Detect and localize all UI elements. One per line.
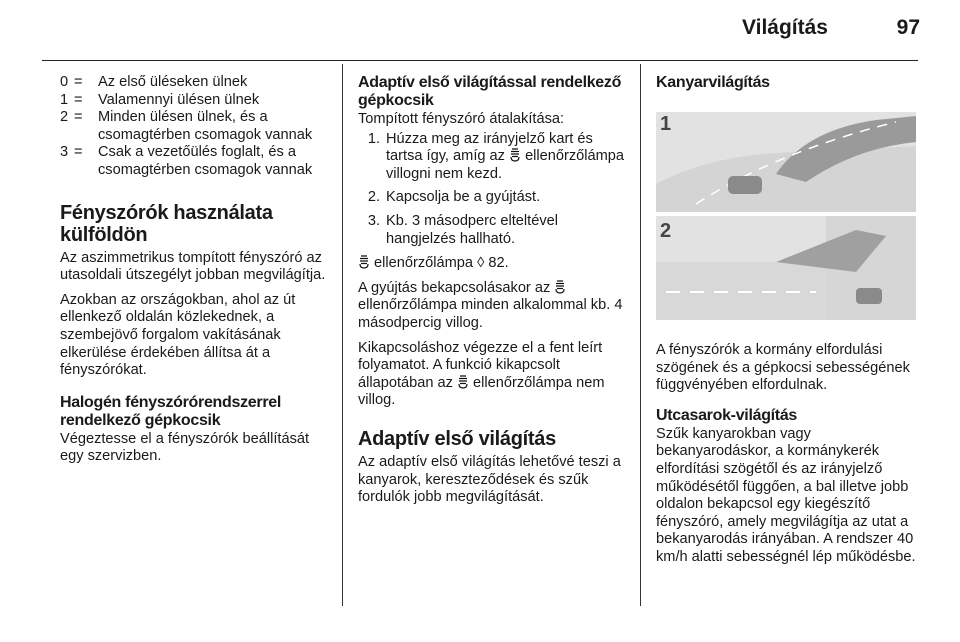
paragraph: Szűk kanyarokban vagy bekanyarodáskor, a kormánykerék elfordítási szögétől és az irányjelző működésétől függően, a bal illetve jobb oldalon bekapcsol egy kiegészítő fényszóró, amely megvilágítja az utat a bekanyarodás irányában. A rendszer 40 km/h alatti sebességnél lép működésbe. [656,425,916,565]
legend-value: Valamennyi ülésen ülnek [98,91,260,108]
legend-value: Az első üléseken ülnek [98,74,248,90]
legend-row [60,74,335,92]
paragraph: A fényszórók a kormány elfordulási szögének és a gépkocsi sebességének függvényében elfordulnak. [656,342,910,394]
legend-eq: = [74,144,83,161]
text-span: ellenőrzőlámpa minden alkalommal kb. 4 másodpercig villog. [358,297,623,331]
paragraph: Azokban az országokban, ahol az út ellenkező oldalán közlekednek, a szembejövő forgalom vakításának elkerülése érdekében állítsa át a fényszórókat. [60,291,296,379]
headlamp-warning-icon [457,375,469,389]
legend-key: 2 [60,109,69,126]
reference-text: ellenőrzőlámpa [370,255,478,272]
list-item [358,131,628,184]
legend-row [60,144,335,179]
heading-afl-cars: Adaptív első világítással rendelkező gépkocsik [358,74,622,109]
column-divider-1 [342,64,343,606]
step-number: 1. [367,130,380,147]
heading-halogen: Halogén fényszórórendszerrel rendelkező gépkocsik [60,393,281,429]
header-rule [42,60,918,61]
step-number: 3. [367,212,380,229]
headlamp-warning-icon [358,255,370,269]
figure-label-1: 1 [660,113,672,135]
figure-label-2: 2 [660,220,672,242]
legend-key: 3 [60,144,69,161]
reference-arrow-icon: ◊ [477,255,485,272]
paragraph: Az aszimmetrikus tompított fényszóró az utasoldali útszegélyt jobban megvilágítja. [60,249,326,284]
step-number: 2. [367,189,380,206]
paragraph: Az adaptív első világítás lehetővé teszi a kanyarok, kereszteződések és szűk fordulók jobb megvilágítását. [358,453,621,506]
list-item [358,213,628,248]
column-right [656,74,918,574]
step-text-b: ellenőrzőlámpa villogni nem kezd. [386,148,625,182]
column-divider-2 [640,64,641,606]
page-title: Világítás [742,16,828,39]
steps-list [358,131,628,249]
legend-value: Minden ülésen ülnek, és a csomagtérben csomagok vannak [98,109,313,143]
step-text-a: Húzza meg az irányjelző kart és tartsa így, amíg az [386,130,593,165]
column-middle [358,74,628,514]
heading-corner-lighting: Utcasarok-világítás [656,406,798,424]
text-span: A gyújtás bekapcsolásakor az [358,279,555,296]
paragraph: Végeztesse el a fényszórók beállítását egy szervizben. [60,430,310,465]
legend-key: 0 [60,74,69,90]
load-legend [60,74,335,180]
text-span: Kikapcsoláshoz végezze el a fent leírt folyamatot. A funkció kikapcsolt állapotában az [358,339,603,391]
step-text: Kapcsolja be a gyújtást. [386,189,541,206]
curve-lighting-figure [656,112,916,320]
legend-row [60,109,335,144]
reference-page[interactable]: 82. [484,255,509,272]
page-number: 97 [896,16,920,39]
legend-eq: = [74,109,83,126]
step-text [386,131,628,184]
heading-abroad: Fényszórók használata külföldön [60,201,273,246]
legend-eq: = [74,91,83,108]
list-item [358,189,628,207]
cross-reference [358,255,628,273]
column-left [60,74,335,473]
legend-eq: = [74,74,83,90]
headlamp-warning-icon [554,280,566,294]
legend-row [60,92,335,110]
page-header [40,14,920,48]
headlamp-warning-icon [509,148,521,162]
intro-text: Tompított fényszóró átalakítása: [358,111,565,127]
heading-afl: Adaptív első világítás [358,427,556,450]
step-text: Kb. 3 másodperc elteltével hangjelzés hallható. [386,212,558,247]
text-span: ellenőrzőlámpa nem villog. [358,374,605,409]
heading-curve-lighting: Kanyarvilágítás [656,74,770,91]
paragraph [358,280,628,333]
paragraph [358,340,628,410]
legend-value: Csak a vezetőülés foglalt, és a csomagtérben csomagok vannak [98,144,313,178]
curve-lighting-illustration [656,112,916,320]
legend-key: 1 [60,91,69,108]
